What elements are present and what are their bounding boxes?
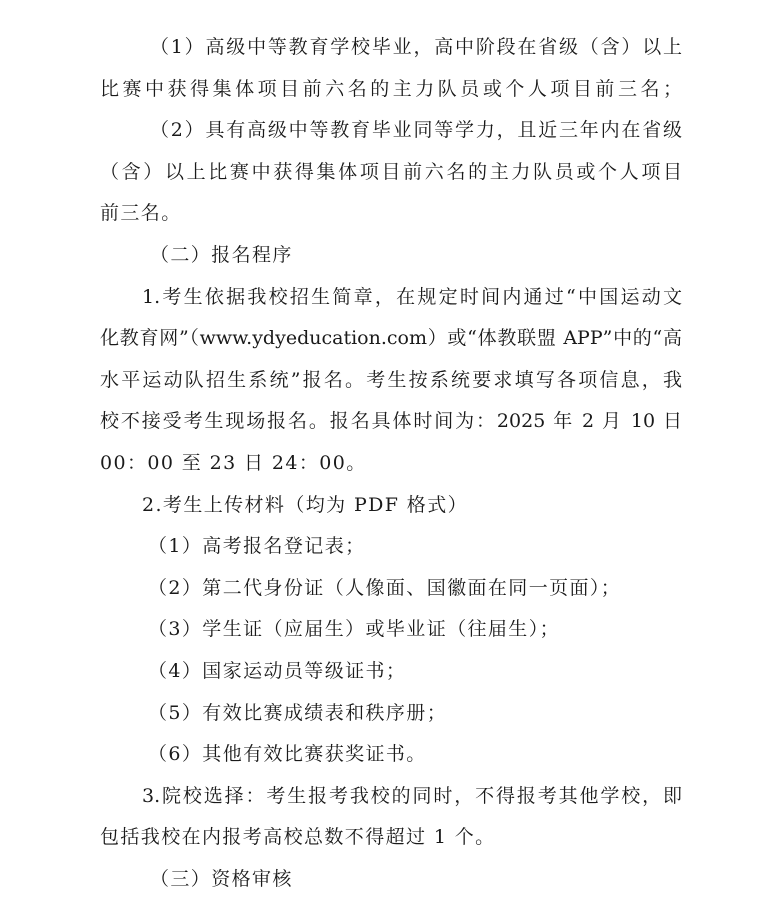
paragraph-line: 校不接受考生现场报名。报名具体时间为：2025 年 2 月 10 日 [100,410,682,433]
paragraph-line: 3.院校选择：考生报考我校的同时，不得报考其他学校，即 [142,784,682,807]
list-item: （1）高考报名登记表； [148,535,366,558]
list-item: （4）国家运动员等级证书； [148,659,407,682]
list-item: （5）有效比赛成绩表和秩序册； [148,701,448,724]
paragraph-line: 比赛中获得集体项目前六名的主力队员或个人项目前三名； [100,77,682,100]
document-page [100,27,682,900]
paragraph-line: 00：00 至 23 日 24：00。 [100,451,367,474]
paragraph-line: 化教育网”（www.ydyeducation.com）或“体教联盟 APP”中的“高 [100,327,682,350]
paragraph-line: （1）高级中等教育学校毕业，高中阶段在省级（含）以上 [150,36,682,58]
section-heading: （二）报名程序 [150,243,293,266]
paragraph-line: 2.考生上传材料（均为 PDF 格式） [142,493,469,516]
paragraph-line: （含）以上比赛中获得集体项目前六名的主力队员或个人项目 [100,160,682,183]
section-heading: （三）资格审核 [150,867,293,890]
paragraph-line: （2）具有高级中等教育毕业同等学力，且近三年内在省级 [150,119,682,142]
paragraph-line: 包括我校在内报考高校总数不得超过 1 个。 [100,826,496,849]
paragraph-line: 水平运动队招生系统”报名。考生按系统要求填写各项信息，我 [100,368,682,391]
paragraph-line: 1.考生依据我校招生简章，在规定时间内通过“中国运动文 [142,285,682,308]
paragraph-line: 前三名。 [100,202,182,225]
list-item: （3）学生证（应届生）或毕业证（往届生）； [148,618,560,641]
list-item: （6）其他有效比赛获奖证书。 [148,743,427,766]
list-item: （2）第二代身份证（人像面、国徽面在同一页面）； [148,576,622,599]
